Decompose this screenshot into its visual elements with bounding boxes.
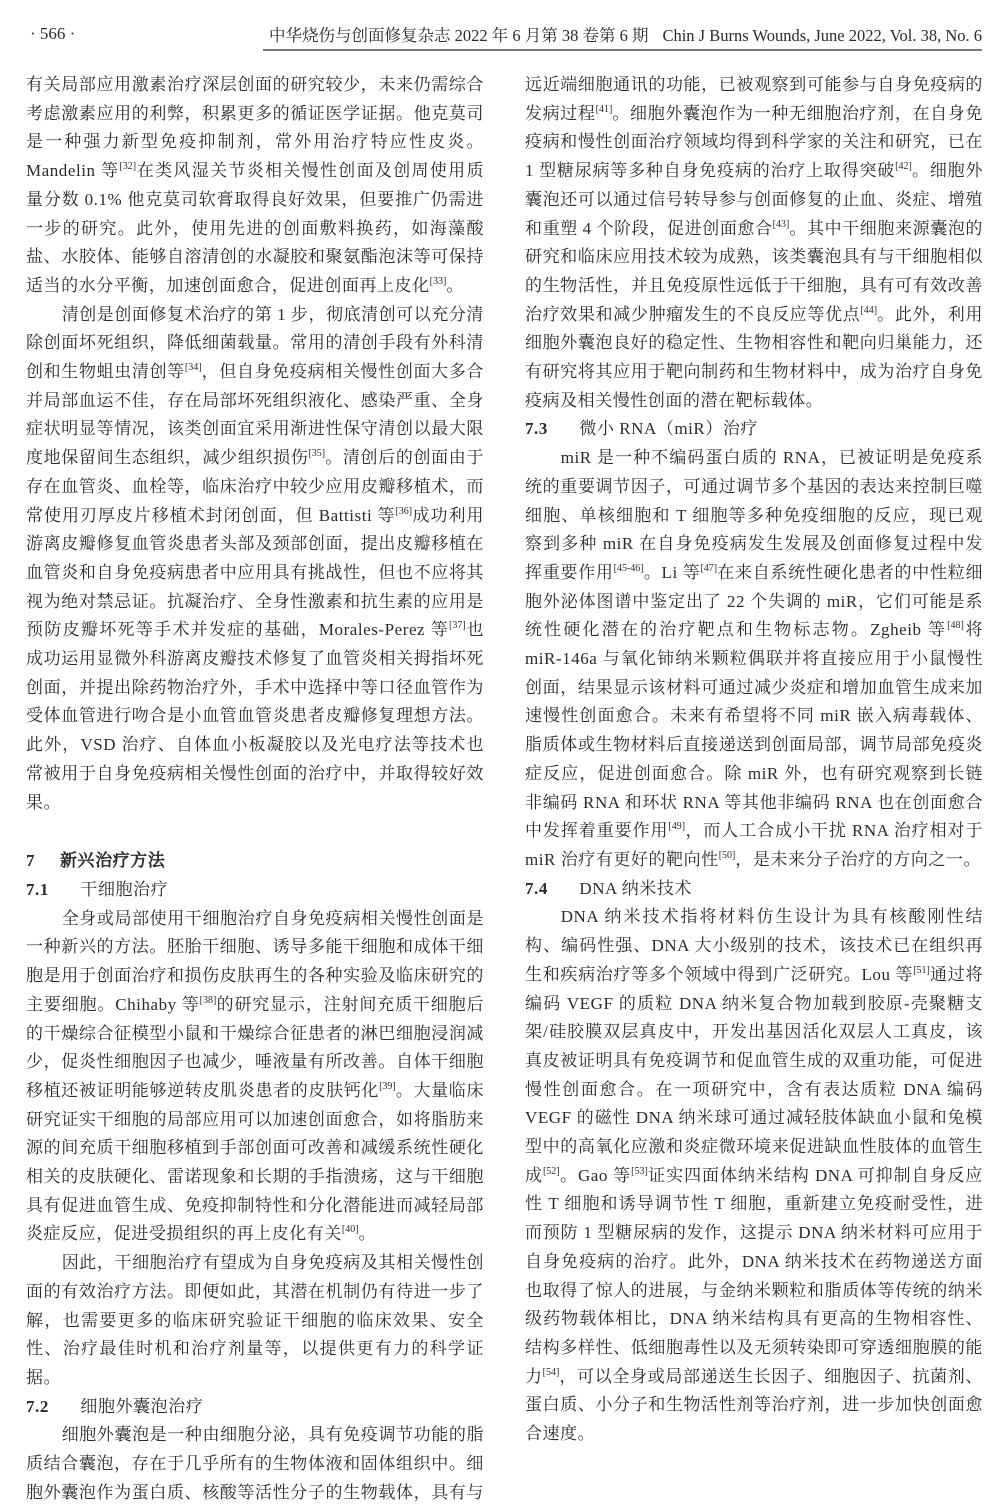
paragraph-text: DNA 纳米技术指将材料仿生设计为具有核酸刚性结构、编码性强、DNA 大小级别的技术，该技术已在组织再生和疾病治疗等多个领域中得到广泛研究。Lou 等 xyxy=(525,907,983,984)
citation: [37] xyxy=(449,620,466,632)
citation: [50] xyxy=(718,849,736,861)
paragraph-text: 在来自系统性硬化患者的中性粒细胞外泌体图谱中鉴定出了 22 个失调的 miR，它们可能是系统性硬化潜在的治疗靶点和生物标志物。Zgheib 等 xyxy=(525,562,984,640)
paragraph xyxy=(525,444,983,875)
paragraph xyxy=(525,903,983,1448)
paragraph-text: 。细胞外囊泡作为一种无细胞治疗剂，在自身免疫病和慢性创面治疗领域均得到科学家的关注和研究，已在 1 型糖尿病等多种自身免疫病的治疗上取得突破 xyxy=(525,103,983,181)
subsection-heading xyxy=(525,875,983,904)
page-number: · 566 · xyxy=(30,24,76,43)
paragraph-text: 在类风湿关节炎相关慢性创面及创周使用质量分数 0.1% 他克莫司软膏取得良好效果，但要推广仍需进一步的研究。此外，使用先进的创面敷料换药，如海藻酸盐、水胶体、能够自溶清创的水凝胶和聚氨酯泡沫等可保持适当的水分平衡，加速创面愈合，促进创面再上皮化 xyxy=(26,161,485,295)
paragraph-text: 。此外，利用细胞外囊泡良好的稳定性、生物相容性和靶向归巢能力，还有研究将其应用于靶向制药和生物材料中，成为治疗自身免疫病及相关慢性创面的潜在靶标载体。 xyxy=(525,304,983,410)
paragraph-text: 的研究显示，注射间充质干细胞后的干燥综合征模型小鼠和干燥综合征患者的淋巴细胞浸润减少，促炎性细胞因子也减少，唾液量有所改善。自体干细胞移植还被证明能够逆转皮肌炎患者的皮肤钙化 xyxy=(26,994,485,1100)
subsection-heading xyxy=(525,415,983,444)
paragraph-text: ，可以全身或局部递送生长因子、细胞因子、抗菌剂、蛋白质、小分子和生物活性剂等治疗剂，进一步加快创面愈合速度。 xyxy=(525,1366,983,1444)
paragraph-text: 。 xyxy=(446,275,464,295)
paragraph-text: 清创是创面修复术治疗的第 1 步，彻底清创可以充分清除创面坏死组织，降低细菌载量。常用的清创手段有外科清创和生物蛆虫清创等 xyxy=(26,304,484,382)
journal-title-cn: 中华烧伤与创面修复杂志 2022 年 6 月第 38 卷第 6 期 xyxy=(268,26,649,45)
citation: [52] xyxy=(542,1165,560,1177)
section-heading xyxy=(26,847,484,876)
subsection-heading xyxy=(26,1393,484,1422)
subsection-title: DNA 纳米技术 xyxy=(579,878,692,898)
paragraph-text: 通过将编码 VEGF 的质粒 DNA 纳米复合物加载到胶原-壳聚糖支架/硅胶膜双层真皮中，开发出基因活化双层人工真皮，该真皮被证明具有免疫调节和促血管生成的双重功能，可促进慢性创面愈合。在一项研究中，含有表达质粒 DNA 编码 VEGF 的磁性 DNA 纳米球可通过减轻肢体缺血小鼠和兔模型中的高氧化应激和炎症微环境来促进缺血性肢体的血管生成 xyxy=(525,964,983,1185)
citation: [48] xyxy=(947,620,964,632)
running-head xyxy=(263,22,982,51)
subsection-title: 微小 RNA（miR）治疗 xyxy=(579,419,758,439)
paragraph-text: 。Li 等 xyxy=(643,562,701,582)
paragraph-text: 将 miR-146a 与氧化铈纳米颗粒偶联并将直接应用于小鼠慢性创面，结果显示该材料可通过减少炎症和增加血管生成来加速慢性创面愈合。未来有希望将不同 miR 嵌入病毒载体、脂质体或生物材料后直接递送到创面局部，调节局部免疫炎症反应，促进创面愈合。除 miR 外，也有研究观察到长链非编码 RNA 和环状 RNA 等其他非编码 RNA 也在创面愈合中发挥着重要作用 xyxy=(525,620,984,841)
paragraph-text: 成功利用游离皮瓣修复血管炎患者头部及颈部创面，提出皮瓣移植在血管炎和自身免疫病患者中应用具有挑战性，但也不应将其视为绝对禁忌证。抗凝治疗、全身性激素和抗生素的应用是预防皮瓣坏死等手术并发症的基础，Morales-Perez 等 xyxy=(26,505,485,640)
paragraph-text: ，是未来分子治疗的方向之一。 xyxy=(735,849,982,869)
paragraph-text: 有关局部应用激素治疗深层创面的研究较少，未来仍需综合考虑激素应用的利弊，积累更多的循证医学证据。他克莫司是一种强力新型免疫抑制剂，常外用治疗特应性皮炎。Mandelin 等 xyxy=(26,75,484,181)
subsection-number: 7.2 xyxy=(26,1396,49,1416)
citation: [43] xyxy=(772,218,790,230)
paragraph xyxy=(525,71,983,415)
paragraph xyxy=(26,1421,484,1507)
subsection-title: 干细胞治疗 xyxy=(80,879,169,899)
paragraph-text: 也成功运用显微外科游离皮瓣技术修复了血管炎相关拇指坏死创面，并提出除药物治疗外，手术中选择中等口径血管作为受体血管进行吻合是小血管血管炎患者皮瓣修复理想方法。此外，VSD 治疗、自体血小板凝胶以及光电疗法等技术也常被用于自身免疫病相关慢性创面的治疗中，并取得较好效果。 xyxy=(26,620,484,812)
section-title: 新兴治疗方法 xyxy=(60,851,166,871)
paragraph-text: 。细胞外囊泡还可以通过信号转导参与创面修复的止血、炎症、增殖和重塑 4 个阶段，促进创面愈合 xyxy=(525,161,983,238)
citation: [47] xyxy=(700,562,718,574)
paragraph xyxy=(26,1249,484,1393)
citation: [34] xyxy=(184,362,202,374)
citation: [54] xyxy=(542,1366,560,1378)
paragraph-text: ，但自身免疫病相关慢性创面大多合并局部血运不佳，存在局部坏死组织液化、感染严重、全身症状明显等情况，该类创面宜采用渐进性保守清创以最大限度地保留间生态组织，减少组织损伤 xyxy=(26,362,484,468)
paragraph-text: 因此，干细胞治疗有望成为自身免疫病及其相关慢性创面的有效治疗方法。即便如此，其潜在机制仍有待进一步了解，也需要更多的临床研究验证干细胞的临床效果、安全性、治疗最佳时机和治疗剂量等，以提供更有力的科学证据。 xyxy=(26,1253,484,1387)
paragraph-text: 证实四面体纳米结构 DNA 可抑制自身反应性 T 细胞和诱导调节性 T 细胞，重新建立免疫耐受性，进而预防 1 型糖尿病的发作，这提示 DNA 纳米材料可应用于自身免疫病的治疗。此外，DNA 纳米技术在药物递送方面也取得了惊人的进展，与金纳米颗粒和脂质体等传统的纳米级药物载体相比，DNA 纳米结构具有更高的生物相容性、结构多样性、低细胞毒性以及无须转染即可穿透细胞膜的能力 xyxy=(525,1165,983,1386)
right-column xyxy=(525,71,983,1449)
subsection-heading xyxy=(26,876,484,905)
paragraph-text: 。其中干细胞来源囊泡的研究和临床应用技术较为成熟，该类囊泡具有与干细胞相似的生物活性，并且免疫原性远低于干细胞，具有可有效改善治疗效果和减少肿瘤发生的不良反应等优点 xyxy=(525,218,983,324)
citation: [49] xyxy=(668,821,686,833)
citation: [51] xyxy=(913,964,930,976)
citation: [44] xyxy=(860,304,878,316)
citation: [42] xyxy=(895,161,912,173)
paragraph xyxy=(26,71,484,301)
paragraph-text: 。清创后的创面由于存在血管炎、血栓等，临床治疗中较少应用皮瓣移植术，而常使用刃厚皮片移植术封闭创面，但 Battisti 等 xyxy=(26,448,484,525)
subsection-title: 细胞外囊泡治疗 xyxy=(80,1396,204,1416)
paragraph-text: miR 是一种不编码蛋白质的 RNA，已被证明是免疫系统的重要调节因子，可通过调节多个基因的表达来控制巨噬细胞、单核细胞和 T 细胞等多种免疫细胞的反应，现已观察到多种 miR 在自身免疫病发生发展及创面修复过程中发挥重要作用 xyxy=(525,448,983,582)
citation: [39] xyxy=(379,1080,396,1092)
citation: [35] xyxy=(308,448,326,460)
paragraph-text: 细胞外囊泡是一种由细胞分泌，具有免疫调节功能的脂质结合囊泡，存在于几乎所有的生物体液和固体组织中。细胞外囊泡作为蛋白质、核酸等活性分子的生物载体，具有与 xyxy=(26,1425,484,1502)
paragraph-text: ，而人工合成小干扰 RNA 治疗相对于 miR 治疗有更好的靶向性 xyxy=(525,821,983,869)
citation: [33] xyxy=(429,275,447,287)
citation: [40] xyxy=(341,1224,359,1236)
paragraph-text: 远近端细胞通讯的功能，已被观察到可能参与自身免疫病的发病过程 xyxy=(525,75,983,123)
paragraph-text: 。Gao 等 xyxy=(559,1165,632,1185)
paragraph xyxy=(26,905,484,1249)
subsection-number: 7.1 xyxy=(26,879,49,899)
subsection-number: 7.4 xyxy=(525,878,548,898)
citation: [32] xyxy=(119,161,137,173)
subsection-number: 7.3 xyxy=(525,419,548,439)
citation: [38] xyxy=(199,994,217,1006)
paragraph-text: 。大量临床研究证实干细胞的局部应用可以加速创面愈合，如将脂肪来源的间充质干细胞移植到手部创面可改善和减缓系统性硬化相关的皮肤硬化、雷诺现象和长期的手指溃疡，这与干细胞具有促进血管生成、免疫抑制特性和分化潜能进而减轻局部炎症反应，促进受损组织的再上皮化有关 xyxy=(26,1080,484,1244)
paragraph xyxy=(26,301,484,818)
citation: [41] xyxy=(595,103,613,115)
paragraph-text: 全身或局部使用干细胞治疗自身免疫病相关慢性创面是一种新兴的方法。胚胎干细胞、诱导多能干细胞和成体干细胞是用于创面治疗和损伤皮肤再生的各种实验及临床研究的主要细胞。Chihaby 等 xyxy=(26,908,484,1014)
citation: [53] xyxy=(631,1165,648,1177)
section-number: 7 xyxy=(26,851,36,871)
citation: [36] xyxy=(395,505,413,517)
citation: [45-46] xyxy=(613,562,644,574)
journal-title-en: Chin J Burns Wounds, June 2022, Vol. 38, No. 6 xyxy=(662,26,982,45)
paragraph-text: 。 xyxy=(358,1224,377,1244)
left-column xyxy=(26,71,484,1507)
